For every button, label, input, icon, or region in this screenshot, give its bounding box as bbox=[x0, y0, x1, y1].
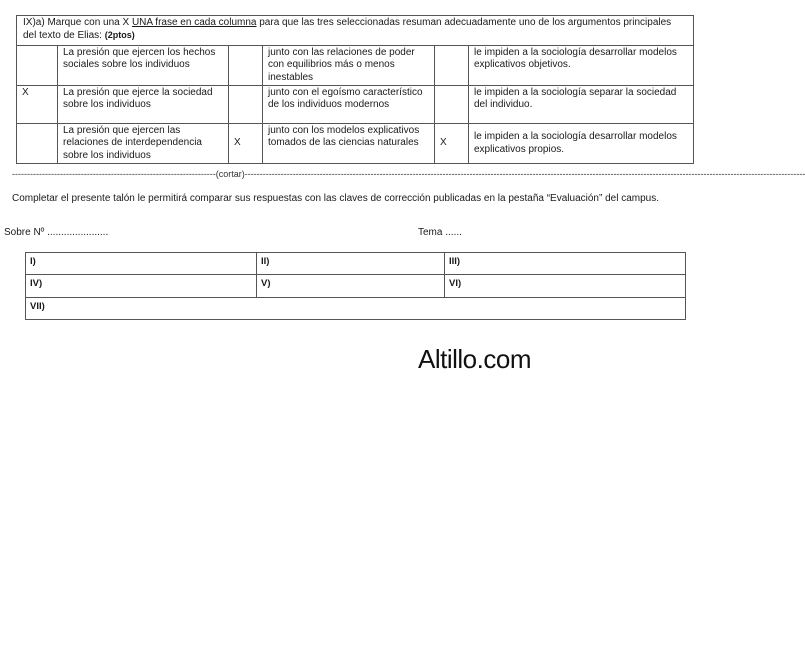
mark-cell[interactable] bbox=[435, 45, 469, 85]
mark-cell[interactable]: X bbox=[435, 124, 469, 164]
mark-cell[interactable] bbox=[229, 45, 263, 85]
question-points: (2ptos) bbox=[104, 30, 135, 41]
option-cell: junto con los modelos explicativos tomados de las ciencias naturales bbox=[263, 124, 435, 164]
question-header-prefix: IX)a) Marque con una X bbox=[23, 17, 132, 28]
sobre-field: Sobre Nº ...................... bbox=[4, 227, 109, 238]
question-header bbox=[17, 16, 694, 46]
answer-cell-3[interactable]: III) bbox=[445, 253, 686, 275]
option-cell: junto con las relaciones de poder con equilibrios más o menos inestables bbox=[263, 45, 435, 85]
answer-cell-5[interactable]: V) bbox=[257, 275, 445, 297]
mark-cell[interactable] bbox=[17, 124, 58, 164]
answer-row bbox=[26, 297, 686, 319]
cut-line: --------------------------------------------------------------------(cortar)------------------------------------------------------------------------------------------------------------------------------------------------------------------------------------------- bbox=[12, 169, 805, 179]
option-cell: La presión que ejercen los hechos sociales sobre los individuos bbox=[58, 45, 229, 85]
option-cell: le impiden a la sociología separar la sociedad del individuo. bbox=[469, 86, 694, 124]
mark-cell[interactable]: X bbox=[229, 124, 263, 164]
table-row bbox=[17, 45, 694, 85]
instructions-text: Completar el presente talón le permitirá comparar sus respuestas con las claves de corrección publicadas en la pestaña “Evaluación” del campus. bbox=[12, 193, 659, 204]
option-cell: La presión que ejerce la sociedad sobre los individuos bbox=[58, 86, 229, 124]
mark-cell[interactable]: X bbox=[17, 86, 58, 124]
answer-cell-6[interactable]: VI) bbox=[445, 275, 686, 297]
mark-cell[interactable] bbox=[17, 45, 58, 85]
option-cell: le impiden a la sociología desarrollar modelos explicativos propios. bbox=[469, 124, 694, 164]
answer-row bbox=[26, 253, 686, 275]
brand-watermark: Altillo.com bbox=[418, 344, 531, 374]
answer-cell-4[interactable]: IV) bbox=[26, 275, 257, 297]
option-cell: junto con el egoísmo característico de los individuos modernos bbox=[263, 86, 435, 124]
table-row bbox=[17, 86, 694, 124]
mark-cell[interactable] bbox=[435, 86, 469, 124]
question-table bbox=[16, 15, 694, 164]
tema-field: Tema ...... bbox=[418, 227, 462, 238]
answer-cell-1[interactable]: I) bbox=[26, 253, 257, 275]
answer-cell-2[interactable]: II) bbox=[257, 253, 445, 275]
mark-cell[interactable] bbox=[229, 86, 263, 124]
option-cell: le impiden a la sociología desarrollar modelos explicativos objetivos. bbox=[469, 45, 694, 85]
option-cell: La presión que ejercen las relaciones de interdependencia sobre los individuos bbox=[58, 124, 229, 164]
answer-grid bbox=[25, 252, 686, 320]
question-header-underlined: UNA frase en cada columna bbox=[131, 17, 257, 28]
table-row bbox=[17, 124, 694, 164]
answer-cell-7[interactable]: VII) bbox=[26, 297, 686, 319]
question-header-rest: para que las tres seleccionadas resuman adecuadamente uno de los argumentos principales del texto de Elias: bbox=[23, 17, 672, 42]
answer-row bbox=[26, 275, 686, 297]
